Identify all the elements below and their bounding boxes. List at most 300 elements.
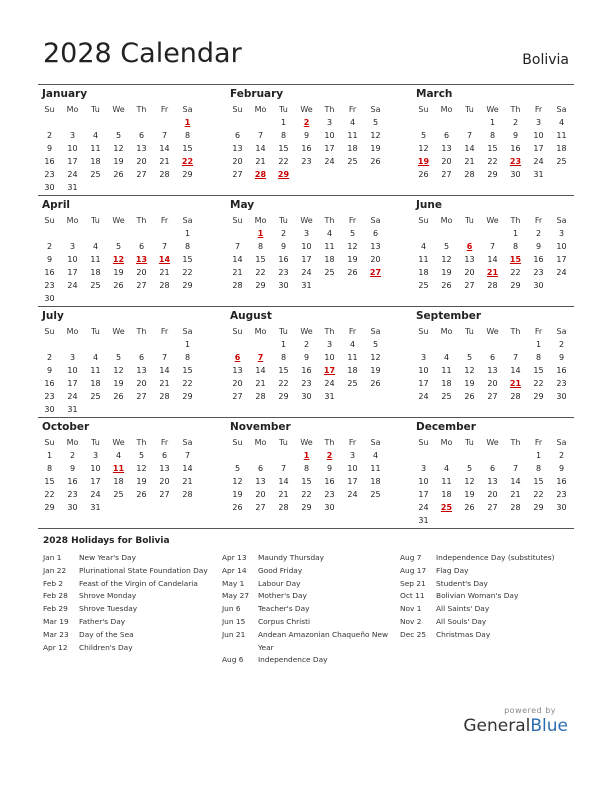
weekday-label: We xyxy=(300,327,313,336)
weekday-label: Mo xyxy=(66,438,79,447)
day-cell: 14 xyxy=(182,464,193,473)
day-cell: 10 xyxy=(324,131,335,140)
page-title: 2028 Calendar xyxy=(43,38,242,69)
day-cell: 5 xyxy=(466,464,473,473)
day-cell: 24 xyxy=(418,503,429,512)
holiday-day-cell: 14 xyxy=(158,255,171,264)
day-cell: 18 xyxy=(90,157,101,166)
day-cell: 28 xyxy=(159,170,170,179)
day-cell: 11 xyxy=(90,255,101,264)
holiday-item xyxy=(222,603,398,616)
day-cell: 2 xyxy=(535,229,542,238)
month-august xyxy=(226,307,412,417)
holiday-day-cell: 2 xyxy=(303,118,310,127)
holiday-item xyxy=(400,616,576,629)
day-cell: 29 xyxy=(255,281,266,290)
day-cell: 9 xyxy=(46,144,53,153)
holiday-day-cell: 13 xyxy=(135,255,148,264)
day-cell: 23 xyxy=(324,490,335,499)
month-row xyxy=(38,417,574,529)
day-cell: 4 xyxy=(443,464,450,473)
empty-cell xyxy=(481,338,504,351)
day-cell: 2 xyxy=(46,242,53,251)
day-grid xyxy=(412,103,573,181)
day-cell: 12 xyxy=(441,255,452,264)
country-name: Bolivia xyxy=(522,52,569,68)
day-cell: 23 xyxy=(556,490,567,499)
holiday-date: Apr 12 xyxy=(43,642,68,652)
weekday-label: Sa xyxy=(370,216,381,225)
day-cell: 19 xyxy=(113,268,124,277)
month-november xyxy=(226,418,412,528)
weekday-label: Su xyxy=(418,327,429,336)
holiday-item xyxy=(43,629,219,642)
day-cell: 12 xyxy=(347,242,358,251)
day-cell: 3 xyxy=(69,353,76,362)
day-cell: 20 xyxy=(441,157,452,166)
weekday-label: We xyxy=(300,216,313,225)
day-cell: 6 xyxy=(138,131,145,140)
day-cell: 25 xyxy=(418,281,429,290)
day-cell: 14 xyxy=(232,255,243,264)
weekday-label: Sa xyxy=(182,438,193,447)
holiday-day-cell: 7 xyxy=(257,353,264,362)
holiday-date: Feb 29 xyxy=(43,604,68,614)
day-cell: 14 xyxy=(464,144,475,153)
month-name: May xyxy=(230,199,255,211)
holiday-date: Jun 21 xyxy=(222,629,246,639)
day-cell: 9 xyxy=(303,353,310,362)
day-cell: 16 xyxy=(278,255,289,264)
day-cell: 11 xyxy=(90,366,101,375)
holiday-date: Jun 6 xyxy=(222,604,241,614)
month-june xyxy=(412,196,574,306)
weekday-label: Mo xyxy=(440,327,453,336)
holiday-item xyxy=(43,603,219,616)
day-cell: 2 xyxy=(303,340,310,349)
month-january xyxy=(38,85,226,195)
day-cell: 6 xyxy=(372,229,379,238)
month-row xyxy=(38,306,574,417)
weekday-label: Tu xyxy=(279,105,288,114)
day-cell: 29 xyxy=(182,281,193,290)
day-cell: 12 xyxy=(232,477,243,486)
weekday-label: We xyxy=(112,327,125,336)
day-cell: 26 xyxy=(113,170,124,179)
day-cell: 27 xyxy=(441,170,452,179)
day-cell: 24 xyxy=(533,157,544,166)
weekday-label: Th xyxy=(510,105,521,114)
holiday-item xyxy=(222,616,398,629)
day-cell: 23 xyxy=(44,392,55,401)
day-cell: 13 xyxy=(136,366,147,375)
day-cell: 25 xyxy=(113,490,124,499)
day-cell: 4 xyxy=(372,451,379,460)
day-cell: 6 xyxy=(443,131,450,140)
day-cell: 14 xyxy=(487,255,498,264)
day-cell: 16 xyxy=(44,157,55,166)
day-cell: 27 xyxy=(232,170,243,179)
day-cell: 18 xyxy=(418,268,429,277)
brand-general: General xyxy=(463,716,531,736)
day-cell: 10 xyxy=(324,353,335,362)
day-cell: 17 xyxy=(67,268,78,277)
month-row xyxy=(38,84,574,195)
day-cell: 18 xyxy=(113,477,124,486)
day-cell: 12 xyxy=(370,353,381,362)
day-cell: 25 xyxy=(90,281,101,290)
day-cell: 13 xyxy=(232,366,243,375)
day-cell: 15 xyxy=(533,477,544,486)
month-name: January xyxy=(42,88,88,100)
holiday-item xyxy=(43,552,219,565)
day-cell: 29 xyxy=(44,503,55,512)
day-cell: 26 xyxy=(464,503,475,512)
day-cell: 5 xyxy=(138,451,145,460)
day-cell: 3 xyxy=(92,451,99,460)
day-cell: 1 xyxy=(512,229,519,238)
weekday-label: Mo xyxy=(254,438,267,447)
day-cell: 1 xyxy=(280,340,287,349)
day-cell: 19 xyxy=(347,255,358,264)
day-cell: 29 xyxy=(278,392,289,401)
day-cell: 7 xyxy=(280,464,287,473)
day-cell: 15 xyxy=(533,366,544,375)
day-cell: 24 xyxy=(67,170,78,179)
day-grid xyxy=(226,325,387,403)
day-cell: 21 xyxy=(159,268,170,277)
day-cell: 31 xyxy=(90,503,101,512)
day-cell: 24 xyxy=(347,490,358,499)
day-cell: 9 xyxy=(535,242,542,251)
day-cell: 13 xyxy=(464,255,475,264)
day-cell: 19 xyxy=(441,268,452,277)
day-cell: 23 xyxy=(301,379,312,388)
holiday-name: Teacher's Day xyxy=(258,604,310,614)
holiday-date: Feb 2 xyxy=(43,578,64,588)
day-cell: 17 xyxy=(90,477,101,486)
month-name: February xyxy=(230,88,284,100)
day-grid xyxy=(226,103,387,181)
empty-cell xyxy=(130,227,153,240)
day-cell: 27 xyxy=(464,281,475,290)
day-cell: 9 xyxy=(46,366,53,375)
empty-cell xyxy=(61,338,84,351)
day-cell: 8 xyxy=(280,353,287,362)
day-cell: 30 xyxy=(44,405,55,414)
holiday-day-cell: 11 xyxy=(112,464,125,473)
day-grid xyxy=(412,325,573,403)
day-cell: 20 xyxy=(464,268,475,277)
day-cell: 25 xyxy=(324,268,335,277)
day-cell: 11 xyxy=(347,353,358,362)
day-cell: 8 xyxy=(489,131,496,140)
day-cell: 14 xyxy=(510,477,521,486)
day-cell: 18 xyxy=(441,490,452,499)
day-grid xyxy=(412,214,573,292)
day-cell: 30 xyxy=(44,183,55,192)
day-cell: 10 xyxy=(418,477,429,486)
holiday-date: May 27 xyxy=(222,591,250,601)
day-cell: 7 xyxy=(257,131,264,140)
day-cell: 19 xyxy=(370,366,381,375)
day-cell: 10 xyxy=(90,464,101,473)
holiday-day-cell: 1 xyxy=(303,451,310,460)
day-cell: 30 xyxy=(67,503,78,512)
weekday-label: Sa xyxy=(556,438,567,447)
weekday-label: We xyxy=(112,105,125,114)
month-name: November xyxy=(230,421,291,433)
holidays-title: 2028 Holidays for Bolivia xyxy=(43,536,170,546)
weekday-label: Mo xyxy=(254,327,267,336)
holiday-name: Bolivian Woman's Day xyxy=(436,591,519,601)
weekday-label: Sa xyxy=(556,327,567,336)
day-cell: 26 xyxy=(370,157,381,166)
day-cell: 4 xyxy=(349,340,356,349)
weekday-label: Mo xyxy=(66,327,79,336)
day-cell: 28 xyxy=(255,392,266,401)
empty-cell xyxy=(481,449,504,462)
day-cell: 9 xyxy=(69,464,76,473)
holiday-name: Good Friday xyxy=(258,565,303,575)
day-cell: 15 xyxy=(182,144,193,153)
weekday-label: Fr xyxy=(348,105,357,114)
day-cell: 13 xyxy=(232,144,243,153)
empty-cell xyxy=(226,338,249,351)
weekday-label: Fr xyxy=(534,327,543,336)
day-cell: 16 xyxy=(301,366,312,375)
day-cell: 25 xyxy=(347,379,358,388)
day-cell: 27 xyxy=(136,170,147,179)
day-cell: 8 xyxy=(184,353,191,362)
day-cell: 15 xyxy=(278,144,289,153)
empty-cell xyxy=(435,116,458,129)
holiday-item xyxy=(400,552,576,565)
weekday-label: Fr xyxy=(160,327,169,336)
holiday-name: Flag Day xyxy=(436,565,469,575)
day-cell: 13 xyxy=(136,144,147,153)
day-cell: 15 xyxy=(487,144,498,153)
holiday-date: Nov 2 xyxy=(400,616,422,626)
weekday-label: Sa xyxy=(556,105,567,114)
day-cell: 1 xyxy=(184,340,191,349)
day-cell: 28 xyxy=(232,281,243,290)
day-cell: 26 xyxy=(113,281,124,290)
day-cell: 20 xyxy=(159,477,170,486)
day-cell: 12 xyxy=(464,366,475,375)
holiday-date: Jan 22 xyxy=(43,565,67,575)
day-cell: 22 xyxy=(255,268,266,277)
day-grid xyxy=(38,325,199,416)
holiday-date: Apr 13 xyxy=(222,553,247,562)
holiday-day-cell: 12 xyxy=(112,255,125,264)
day-cell: 4 xyxy=(92,353,99,362)
day-cell: 16 xyxy=(44,268,55,277)
day-cell: 2 xyxy=(46,131,53,140)
day-cell: 11 xyxy=(370,464,381,473)
holiday-day-cell: 19 xyxy=(417,157,430,166)
day-cell: 20 xyxy=(232,157,243,166)
holiday-name: Labour Day xyxy=(258,578,301,588)
holiday-date: Apr 14 xyxy=(222,565,247,575)
day-cell: 30 xyxy=(510,170,521,179)
day-cell: 27 xyxy=(487,392,498,401)
empty-cell xyxy=(107,227,130,240)
day-grid xyxy=(38,103,199,194)
day-cell: 10 xyxy=(67,144,78,153)
month-name: September xyxy=(416,310,482,322)
day-cell: 23 xyxy=(556,379,567,388)
holiday-name: Shrove Tuesday xyxy=(79,604,138,614)
day-cell: 7 xyxy=(512,353,519,362)
weekday-label: Fr xyxy=(348,438,357,447)
weekday-label: Tu xyxy=(91,438,100,447)
holiday-name: Day of the Sea xyxy=(79,629,134,639)
holiday-name: Feast of the Virgin of Candelaria xyxy=(79,578,198,588)
day-cell: 4 xyxy=(326,229,333,238)
holiday-date: Mar 19 xyxy=(43,616,69,626)
weekday-label: Tu xyxy=(91,105,100,114)
day-cell: 30 xyxy=(324,503,335,512)
holiday-day-cell: 29 xyxy=(277,170,290,179)
day-cell: 18 xyxy=(324,255,335,264)
day-cell: 21 xyxy=(159,157,170,166)
day-cell: 8 xyxy=(512,242,519,251)
day-cell: 1 xyxy=(489,118,496,127)
holiday-column-2 xyxy=(222,552,398,667)
day-cell: 24 xyxy=(301,268,312,277)
day-cell: 2 xyxy=(558,340,565,349)
holiday-name: All Saints' Day xyxy=(436,604,490,614)
holiday-item xyxy=(222,552,398,565)
day-cell: 1 xyxy=(535,451,542,460)
day-cell: 29 xyxy=(533,503,544,512)
holiday-item xyxy=(43,578,219,591)
day-cell: 21 xyxy=(510,490,521,499)
day-cell: 7 xyxy=(161,131,168,140)
day-cell: 11 xyxy=(441,477,452,486)
day-cell: 29 xyxy=(182,170,193,179)
day-cell: 1 xyxy=(280,118,287,127)
day-cell: 27 xyxy=(255,503,266,512)
day-cell: 6 xyxy=(161,451,168,460)
day-cell: 5 xyxy=(372,340,379,349)
empty-cell xyxy=(84,116,107,129)
day-cell: 21 xyxy=(232,268,243,277)
day-cell: 12 xyxy=(136,464,147,473)
day-cell: 4 xyxy=(443,353,450,362)
weekday-label: We xyxy=(486,105,499,114)
day-cell: 8 xyxy=(280,131,287,140)
day-cell: 3 xyxy=(535,118,542,127)
generalblue-logo[interactable] xyxy=(463,706,568,736)
month-name: March xyxy=(416,88,453,100)
day-cell: 24 xyxy=(67,281,78,290)
holiday-item xyxy=(400,629,576,642)
month-march xyxy=(412,85,574,195)
day-cell: 11 xyxy=(347,131,358,140)
day-cell: 2 xyxy=(69,451,76,460)
day-grid xyxy=(226,436,387,514)
day-cell: 23 xyxy=(533,268,544,277)
weekday-label: Fr xyxy=(160,105,169,114)
holiday-date: Sep 21 xyxy=(400,578,426,588)
day-cell: 21 xyxy=(464,157,475,166)
holiday-name: Andean Amazonian Chaqueño New Year xyxy=(258,629,388,652)
day-cell: 14 xyxy=(159,144,170,153)
day-cell: 23 xyxy=(67,490,78,499)
day-cell: 7 xyxy=(161,242,168,251)
day-cell: 18 xyxy=(370,477,381,486)
day-cell: 6 xyxy=(489,464,496,473)
day-cell: 26 xyxy=(347,268,358,277)
holiday-day-cell: 6 xyxy=(234,353,241,362)
holiday-name: Christmas Day xyxy=(436,629,491,639)
month-october xyxy=(38,418,226,528)
holiday-item xyxy=(222,590,398,603)
day-cell: 13 xyxy=(487,477,498,486)
day-cell: 6 xyxy=(257,464,264,473)
empty-cell xyxy=(272,449,295,462)
day-cell: 15 xyxy=(182,366,193,375)
weekday-label: Fr xyxy=(160,438,169,447)
day-cell: 3 xyxy=(420,353,427,362)
day-cell: 31 xyxy=(67,405,78,414)
day-cell: 2 xyxy=(280,229,287,238)
day-cell: 25 xyxy=(90,392,101,401)
day-cell: 11 xyxy=(556,131,567,140)
day-cell: 3 xyxy=(69,131,76,140)
day-cell: 28 xyxy=(510,392,521,401)
day-cell: 31 xyxy=(301,281,312,290)
day-cell: 22 xyxy=(487,157,498,166)
holiday-day-cell: 21 xyxy=(509,379,522,388)
weekday-label: Su xyxy=(44,438,55,447)
day-cell: 2 xyxy=(558,451,565,460)
empty-cell xyxy=(249,338,272,351)
day-cell: 15 xyxy=(255,255,266,264)
weekday-label: Fr xyxy=(534,105,543,114)
day-cell: 17 xyxy=(67,157,78,166)
day-cell: 26 xyxy=(113,392,124,401)
day-cell: 19 xyxy=(232,490,243,499)
day-grid xyxy=(38,436,199,514)
day-cell: 16 xyxy=(324,477,335,486)
day-cell: 3 xyxy=(349,451,356,460)
day-cell: 20 xyxy=(487,490,498,499)
weekday-label: Th xyxy=(136,327,147,336)
day-cell: 19 xyxy=(370,144,381,153)
day-cell: 1 xyxy=(535,340,542,349)
weekday-label: We xyxy=(486,216,499,225)
day-cell: 17 xyxy=(301,255,312,264)
day-cell: 5 xyxy=(466,353,473,362)
day-cell: 16 xyxy=(556,366,567,375)
day-cell: 10 xyxy=(67,255,78,264)
holiday-day-cell: 28 xyxy=(254,170,267,179)
day-cell: 10 xyxy=(347,464,358,473)
weekday-label: Mo xyxy=(440,438,453,447)
day-cell: 5 xyxy=(372,118,379,127)
weekday-label: Sa xyxy=(370,438,381,447)
day-cell: 4 xyxy=(420,242,427,251)
day-cell: 23 xyxy=(278,268,289,277)
holiday-item xyxy=(43,616,219,629)
day-cell: 12 xyxy=(464,477,475,486)
holiday-column-1 xyxy=(43,552,219,654)
day-cell: 26 xyxy=(136,490,147,499)
empty-cell xyxy=(249,449,272,462)
